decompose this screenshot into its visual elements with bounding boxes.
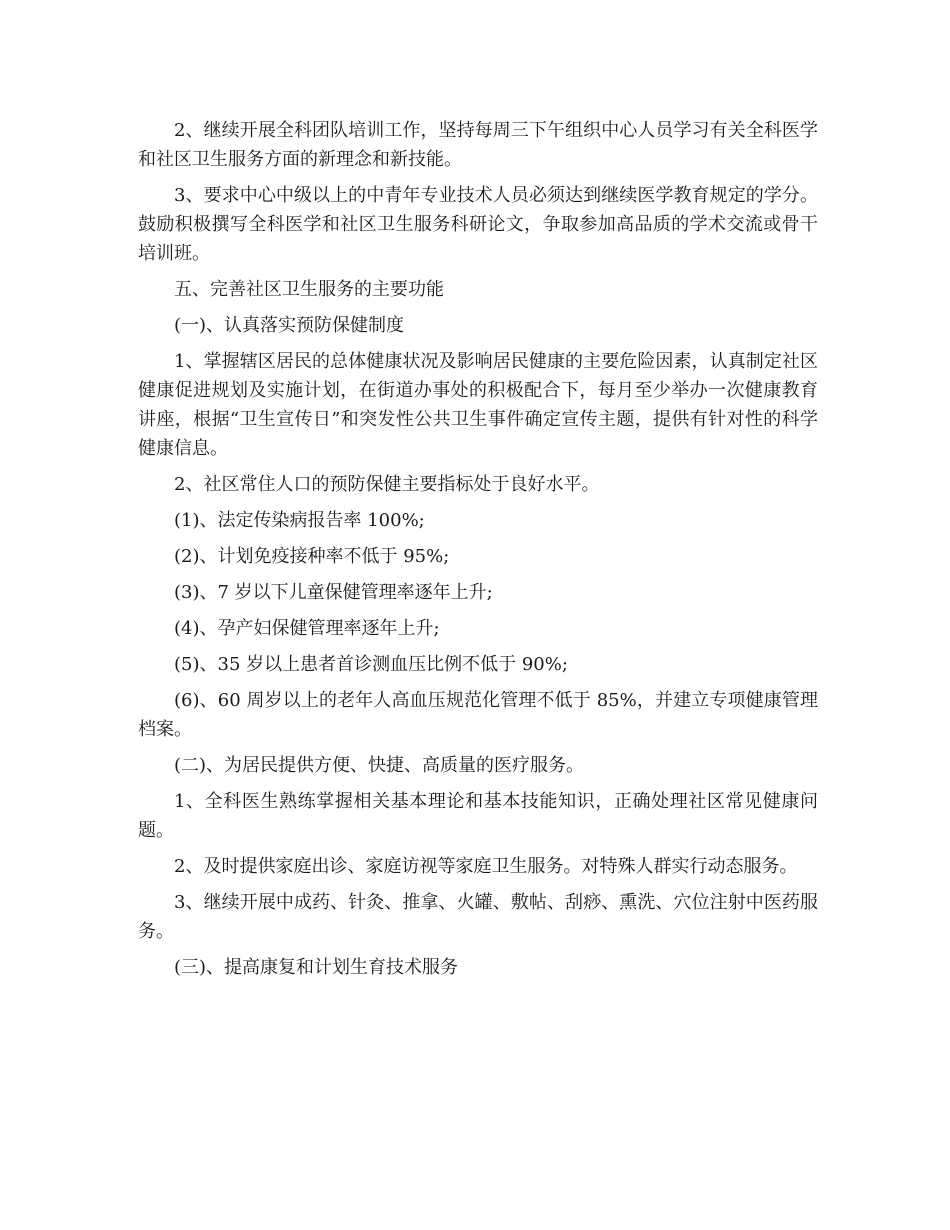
- paragraph-medical-1: 1、全科医生熟练掌握相关基本理论和基本技能知识，正确处理社区常见健康问题。: [138, 791, 818, 841]
- list-item-indicator-4: (4)、孕产妇保健管理率逐年上升;: [174, 618, 440, 639]
- paragraph-prevention-2: 2、社区常住人口的预防保健主要指标处于良好水平。: [174, 474, 600, 495]
- list-item-indicator-1: (1)、法定传染病报告率 100%;: [174, 510, 425, 531]
- document-body: [138, 116, 818, 989]
- paragraph-training-2: 2、继续开展全科团队培训工作，坚持每周三下午组织中心人员学习有关全科医学和社区卫生服务方面的新理念和新技能。: [138, 120, 818, 170]
- list-item-indicator-3: (3)、7 岁以下儿童保健管理率逐年上升;: [174, 582, 493, 603]
- subsection-heading-3: (三)、提高康复和计划生育技术服务: [174, 957, 459, 978]
- subsection-heading-2: (二)、为居民提供方便、快捷、高质量的医疗服务。: [174, 755, 585, 776]
- list-item-indicator-5: (5)、35 岁以上患者首诊测血压比例不低于 90%;: [174, 654, 568, 675]
- paragraph-training-3: 3、要求中心中级以上的中青年专业技术人员必须达到继续医学教育规定的学分。鼓励积极撰写全科医学和社区卫生服务科研论文，争取参加高品质的学术交流或骨干培训班。: [138, 185, 818, 264]
- section-heading-5: 五、完善社区卫生服务的主要功能: [174, 279, 444, 300]
- paragraph-medical-2: 2、及时提供家庭出诊、家庭访视等家庭卫生服务。对特殊人群实行动态服务。: [174, 856, 798, 877]
- list-item-indicator-6: (6)、60 周岁以上的老年人高血压规范化管理不低于 85%，并建立专项健康管理档案。: [138, 690, 818, 740]
- paragraph-prevention-1: 1、掌握辖区居民的总体健康状况及影响居民健康的主要危险因素，认真制定社区健康促进规划及实施计划，在街道办事处的积极配合下，每月至少举办一次健康教育讲座，根据“卫生宣传日”和突发性公共卫生事件确定宣传主题，提供有针对性的科学健康信息。: [138, 351, 818, 459]
- list-item-indicator-2: (2)、计划免疫接种率不低于 95%;: [174, 546, 450, 567]
- subsection-heading-1: (一)、认真落实预防保健制度: [174, 315, 405, 336]
- paragraph-medical-3: 3、继续开展中成药、针灸、推拿、火罐、敷帖、刮痧、熏洗、穴位注射中医药服务。: [138, 892, 818, 942]
